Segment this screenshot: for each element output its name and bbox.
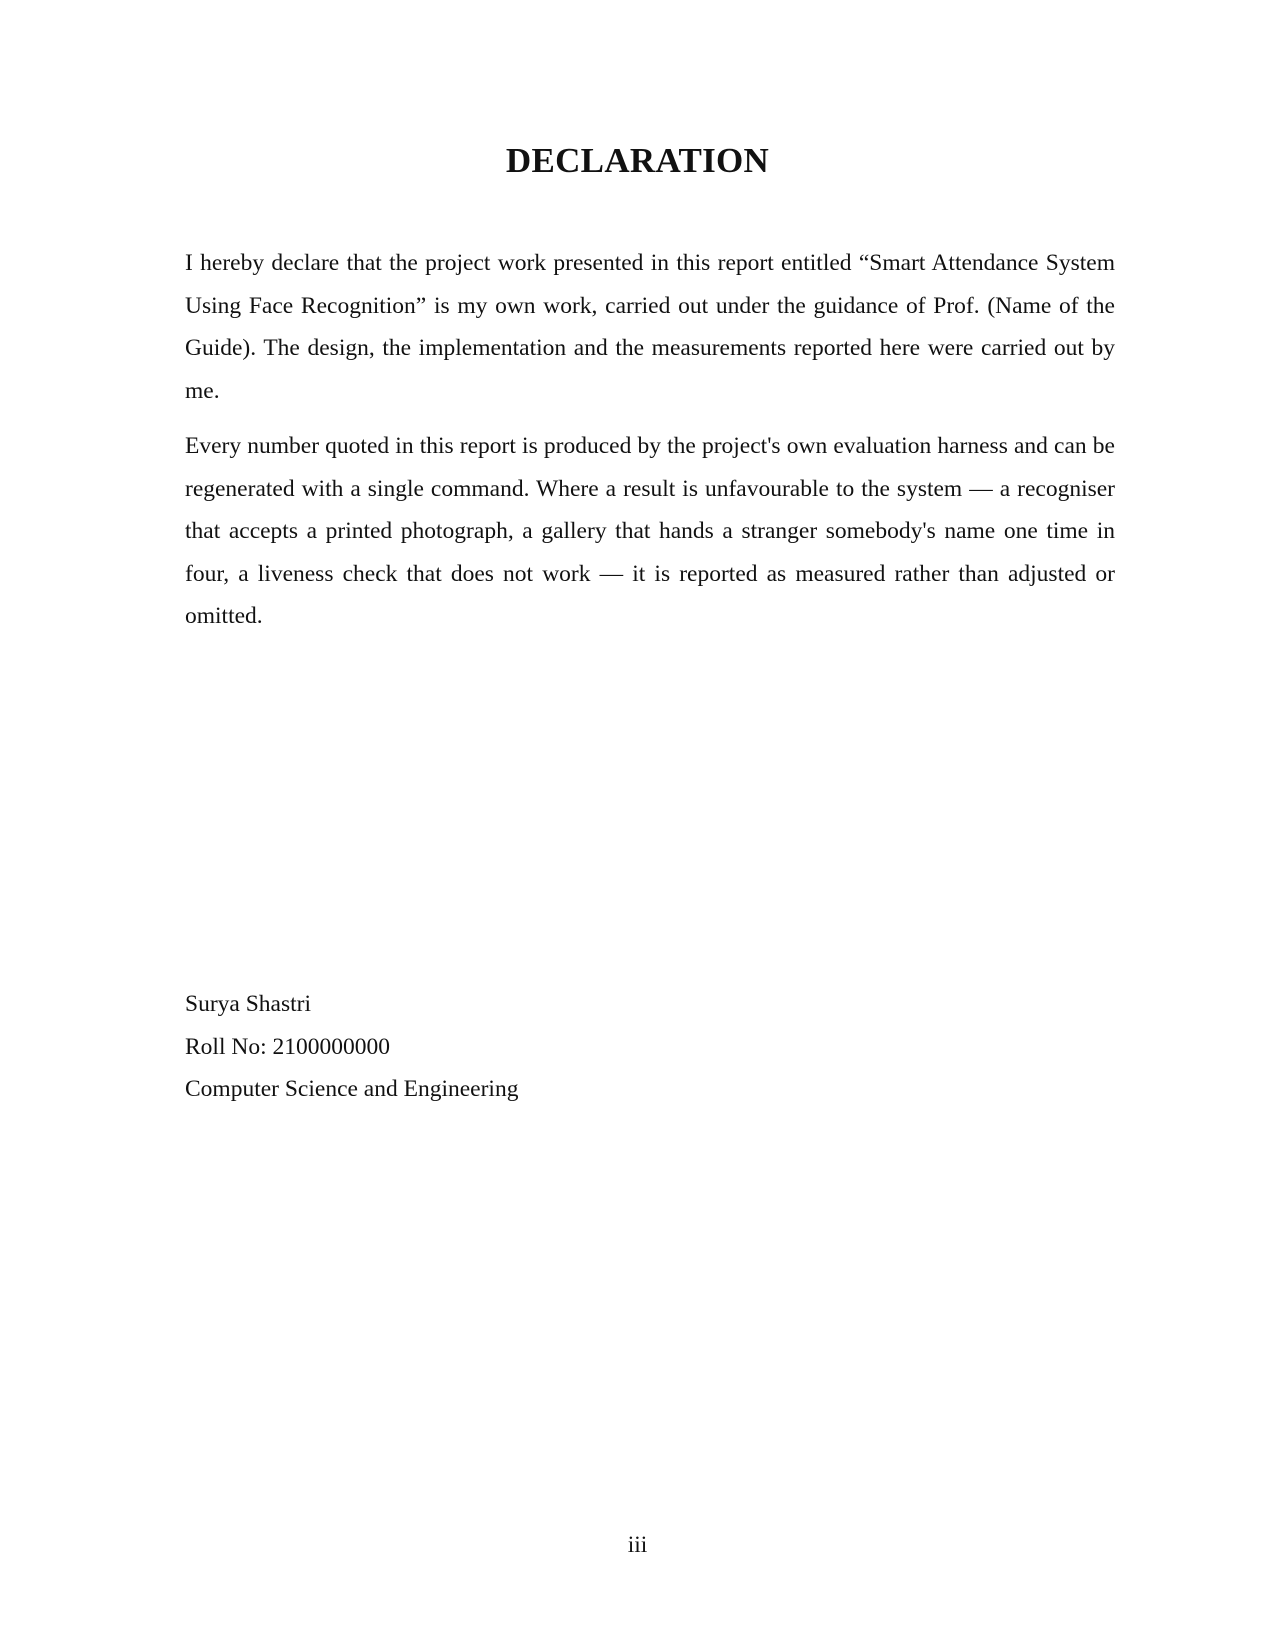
declaration-paragraph-2: Every number quoted in this report is produced by the project's own evaluation harness and can be regenerated with a single command. Where a result is unfavourable to the system — a recogniser that accepts a printed photograph, a gallery that hands a stranger somebody's name one time in four, a liveness check that does not work — it is reported as measured rather than adjusted or omitted. bbox=[185, 433, 1115, 629]
page-title: DECLARATION bbox=[505, 141, 770, 180]
signature-block bbox=[185, 983, 885, 1111]
page-number: iii bbox=[627, 1532, 648, 1558]
department: Computer Science and Engineering bbox=[185, 1076, 519, 1102]
author-name: Surya Shastri bbox=[185, 991, 311, 1017]
declaration-paragraph-1: I hereby declare that the project work presented in this report entitled “Smart Attendance System Using Face Recognition” is my own work, carried out under the guidance of Prof. (Name of the Guide). The design, the implementation and the measurements reported here were carried out by me. bbox=[185, 250, 1115, 404]
roll-number: Roll No: 2100000000 bbox=[185, 1033, 390, 1060]
declaration-body bbox=[185, 242, 1115, 651]
